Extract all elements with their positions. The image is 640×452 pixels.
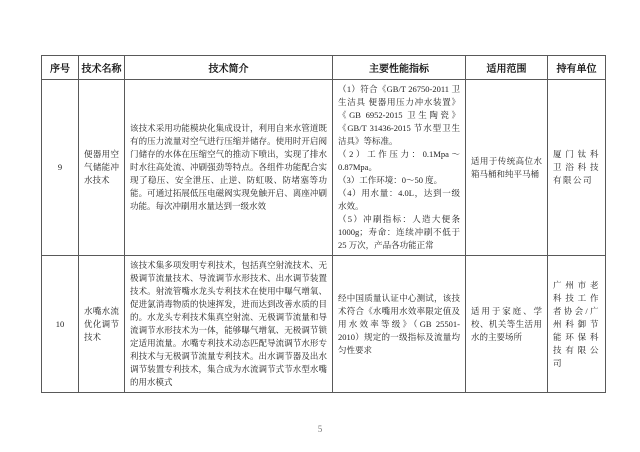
col-header-scope: 适用范围 — [466, 56, 548, 80]
table-row — [42, 256, 606, 393]
cell-indicators — [333, 256, 466, 393]
page-number: 5 — [317, 424, 323, 434]
cell-scope: 适用于传统高位水箱马桶和纯平马桶 — [466, 80, 548, 256]
cell-serial-no: 9 — [42, 80, 79, 256]
col-header-tech-name: 技术名称 — [79, 56, 125, 80]
cell-tech-name: 便器用空气储能冲水技术 — [79, 80, 125, 256]
indicator-item: （5）冲刷指标：人造大便条 1000g；寿命：连续冲刷不低于 25 万次，产品各功能正常 — [338, 214, 460, 250]
indicator-item: （4）用水量：4.0L，达到一级水效。 — [338, 188, 460, 211]
col-header-tech-intro: 技术简介 — [125, 56, 333, 80]
cell-tech-intro: 该技术采用功能模块化集成设计，利用自来水管道既有的压力流量对空气进行压缩并储存。使用时开启阀门储存的水体在压缩空气的推动下喷出，实现了排水时水往高处流、冲刷强劲等特点。各组件功能配合实现了稳压、安全泄压、止逆、防虹吸、防堵塞等功能。可通过拓展低压电磁阀实现免触开启、离座冲刷功能。每次冲刷用水量达到一级水效 — [125, 80, 333, 256]
col-header-indicators: 主要性能指标 — [333, 56, 466, 80]
col-header-holder: 持有单位 — [548, 56, 606, 80]
cell-indicators — [333, 80, 466, 256]
cell-holder: 厦门钛科卫浴科技有限公司 — [548, 80, 606, 256]
col-header-no: 序号 — [42, 56, 79, 80]
technology-table — [41, 55, 606, 393]
indicator-item: （1）符合《GB/T 26750-2011 卫生洁具 便器用压力冲水装置》《GB 6952-2015 卫生陶瓷》《GB/T 31436-2015 节水型卫生洁具》等标准。 — [338, 84, 460, 146]
indicator-item: （2）工作压力：0.1Mpa～0.87Mpa。 — [338, 149, 460, 172]
cell-tech-intro: 该技术集多项发明专利技术，包括真空射流技术、无极调节流量技术、导流调节水形技术、出水调节装置技术。射流管嘴水龙头专利技术在使用中曝气增氧、促进氯消毒物质的快速挥发，进而达到改善水质的目的。水龙头专利技术集真空射流、无极调节流量和导流调节水形技术为一体，能够曝气增氧、无极调节锁定适用流量。水嘴专利技术动态匹配导流调节水形专利技术与无极调节流量专利技术。出水调节器及出水调节装置专利技术，集合成为水流调节式节水型水嘴的用水模式 — [125, 256, 333, 393]
cell-holder: 广州市老科技工作者协会/广州科御节能环保科技有限公司 — [548, 256, 606, 393]
indicator-item: 经中国质量认证中心测试，该技术符合《水嘴用水效率限定值及用水效率等级》（GB 25501-2010）规定的一级指标及流量均匀性要求 — [338, 292, 460, 355]
table-row — [42, 80, 606, 256]
cell-tech-name: 水嘴水流优化调节技术 — [79, 256, 125, 393]
table-header-row — [42, 56, 606, 80]
cell-serial-no: 10 — [42, 256, 79, 393]
indicator-item: （3）工作环境：0～50 度。 — [338, 175, 443, 185]
cell-scope: 适用于家庭、学校、机关等生活用水的主要场所 — [466, 256, 548, 393]
